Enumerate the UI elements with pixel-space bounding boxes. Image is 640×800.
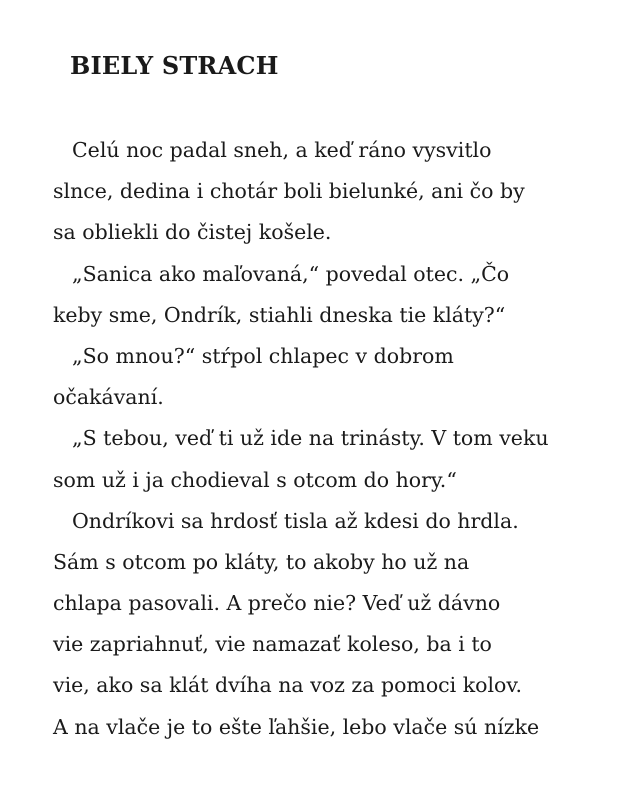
text-line: Celú noc padal sneh, a keď ráno vysvitlo xyxy=(72,138,492,162)
body-text xyxy=(0,130,640,748)
text-line: Sám s otcom po kláty, to akoby ho už na xyxy=(53,549,470,574)
chapter-title: BIELY STRACH xyxy=(70,51,279,80)
text-line: „So mnou?“ stŕpol chlapec v dobrom xyxy=(72,343,454,368)
text-line: „Sanica ako maľovaná,“ povedal otec. „Čo xyxy=(72,261,510,286)
text-line: som už i ja chodieval s otcom do hory.“ xyxy=(53,467,457,492)
text-line: keby sme, Ondrík, stiahli dneska tie kláty?“ xyxy=(53,302,506,327)
text-line: A na vlače je to ešte ľahšie, lebo vlače sú nízke xyxy=(53,714,540,739)
text-line: slnce, dedina i chotár boli bielunké, ani čo by xyxy=(53,179,525,204)
text-line: Ondríkovi sa hrdosť tisla až kdesi do hrdla. xyxy=(72,508,519,533)
text-line: očakávaní. xyxy=(53,385,164,410)
text-line: vie, ako sa klát dvíha na voz za pomoci kolov. xyxy=(53,673,523,698)
text-line: vie zapriahnuť, vie namazať koleso, ba i to xyxy=(53,632,492,657)
text-line: sa obliekli do čistej košele. xyxy=(53,220,332,245)
text-line: chlapa pasovali. A prečo nie? Veď už dávno xyxy=(53,591,501,616)
text-line: „S tebou, veď ti už ide na trinásty. V tom veku xyxy=(72,426,549,451)
